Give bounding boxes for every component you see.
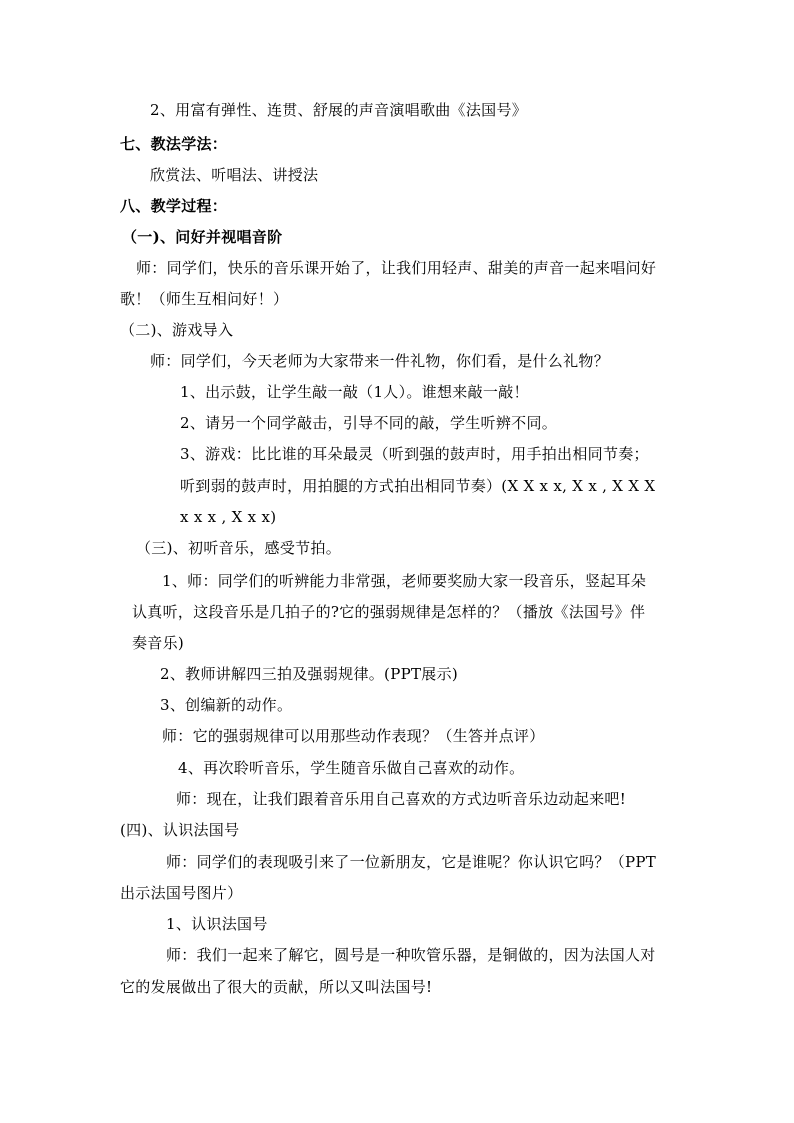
- subheading-french-horn: (四)、认识法国号: [120, 821, 240, 839]
- first-listen-step-4: 4、再次聆听音乐，学生随音乐做自己喜欢的动作。: [178, 759, 525, 777]
- first-listen-step-1-line-2: 认真听，这段音乐是几拍子的?它的强弱规律是怎样的？（播放《法国号》伴: [132, 603, 646, 621]
- section-heading-teaching-process: 八、教学过程：: [120, 197, 228, 215]
- game-step-3-line-3: x x x , X x x): [180, 508, 277, 526]
- teaching-methods-text: 欣赏法、听唱法、讲授法: [150, 166, 319, 184]
- first-listen-step-1-line-3: 奏音乐): [132, 634, 185, 652]
- french-horn-description-line-2: 它的发展做出了很大的贡献，所以又叫法国号!: [120, 978, 433, 996]
- subheading-first-listen: （三)、初听音乐，感受节拍。: [136, 539, 342, 557]
- first-listen-step-2: 2、教师讲解四三拍及强弱规律。(PPT展示): [160, 665, 459, 683]
- french-horn-intro-line-2: 出示法国号图片）: [120, 884, 243, 902]
- game-step-3-line-1: 3、游戏：比比谁的耳朵最灵（听到强的鼓声时，用手拍出相同节奏；: [180, 445, 649, 463]
- game-step-2: 2、请另一个同学敲击，引导不同的敲，学生听辨不同。: [180, 414, 558, 432]
- french-horn-intro-line-1: 师：同学们的表现吸引来了一位新朋友，它是谁呢？你认识它吗？（PPT: [166, 853, 657, 871]
- game-step-1: 1、出示鼓，让学生敲一敲（1人）。谁想来敲一敲！: [180, 383, 529, 401]
- greeting-paragraph-line-1: 师：同学们，快乐的音乐课开始了，让我们用轻声、甜美的声音一起来唱问好: [136, 259, 657, 277]
- french-horn-description-line-1: 师：我们一起来了解它，圆号是一种吹管乐器，是铜做的，因为法国人对: [166, 946, 656, 964]
- first-listen-step-1-line-1: 1、师：同学们的听辨能力非常强，老师要奖励大家一段音乐，竖起耳朵: [162, 572, 647, 590]
- greeting-paragraph-line-2: 歌！（师生互相问好！）: [120, 290, 289, 308]
- game-intro-paragraph: 师：同学们，今天老师为大家带来一件礼物，你们看，是什么礼物？: [150, 352, 610, 370]
- first-listen-teacher-question: 师：它的强弱规律可以用那些动作表现？（生答并点评）: [162, 727, 545, 745]
- first-listen-teacher-invite: 师：现在，让我们跟着音乐用自己喜欢的方式边听音乐边动起来吧!: [176, 790, 627, 808]
- game-step-3-line-2: 听到弱的鼓声时，用拍腿的方式拍出相同节奏）(X X x x, X x , X X X: [180, 477, 656, 495]
- french-horn-step-1: 1、认识法国号: [166, 915, 268, 933]
- subheading-game-intro: （二)、游戏导入: [120, 321, 234, 339]
- subheading-greeting-scale: （一)、问好并视唱音阶: [122, 228, 283, 246]
- objective-item-2: 2、用富有弹性、连贯、舒展的声音演唱歌曲《法国号》: [150, 101, 528, 119]
- section-heading-teaching-methods: 七、教法学法：: [120, 135, 228, 153]
- first-listen-step-3: 3、创编新的动作。: [160, 696, 293, 714]
